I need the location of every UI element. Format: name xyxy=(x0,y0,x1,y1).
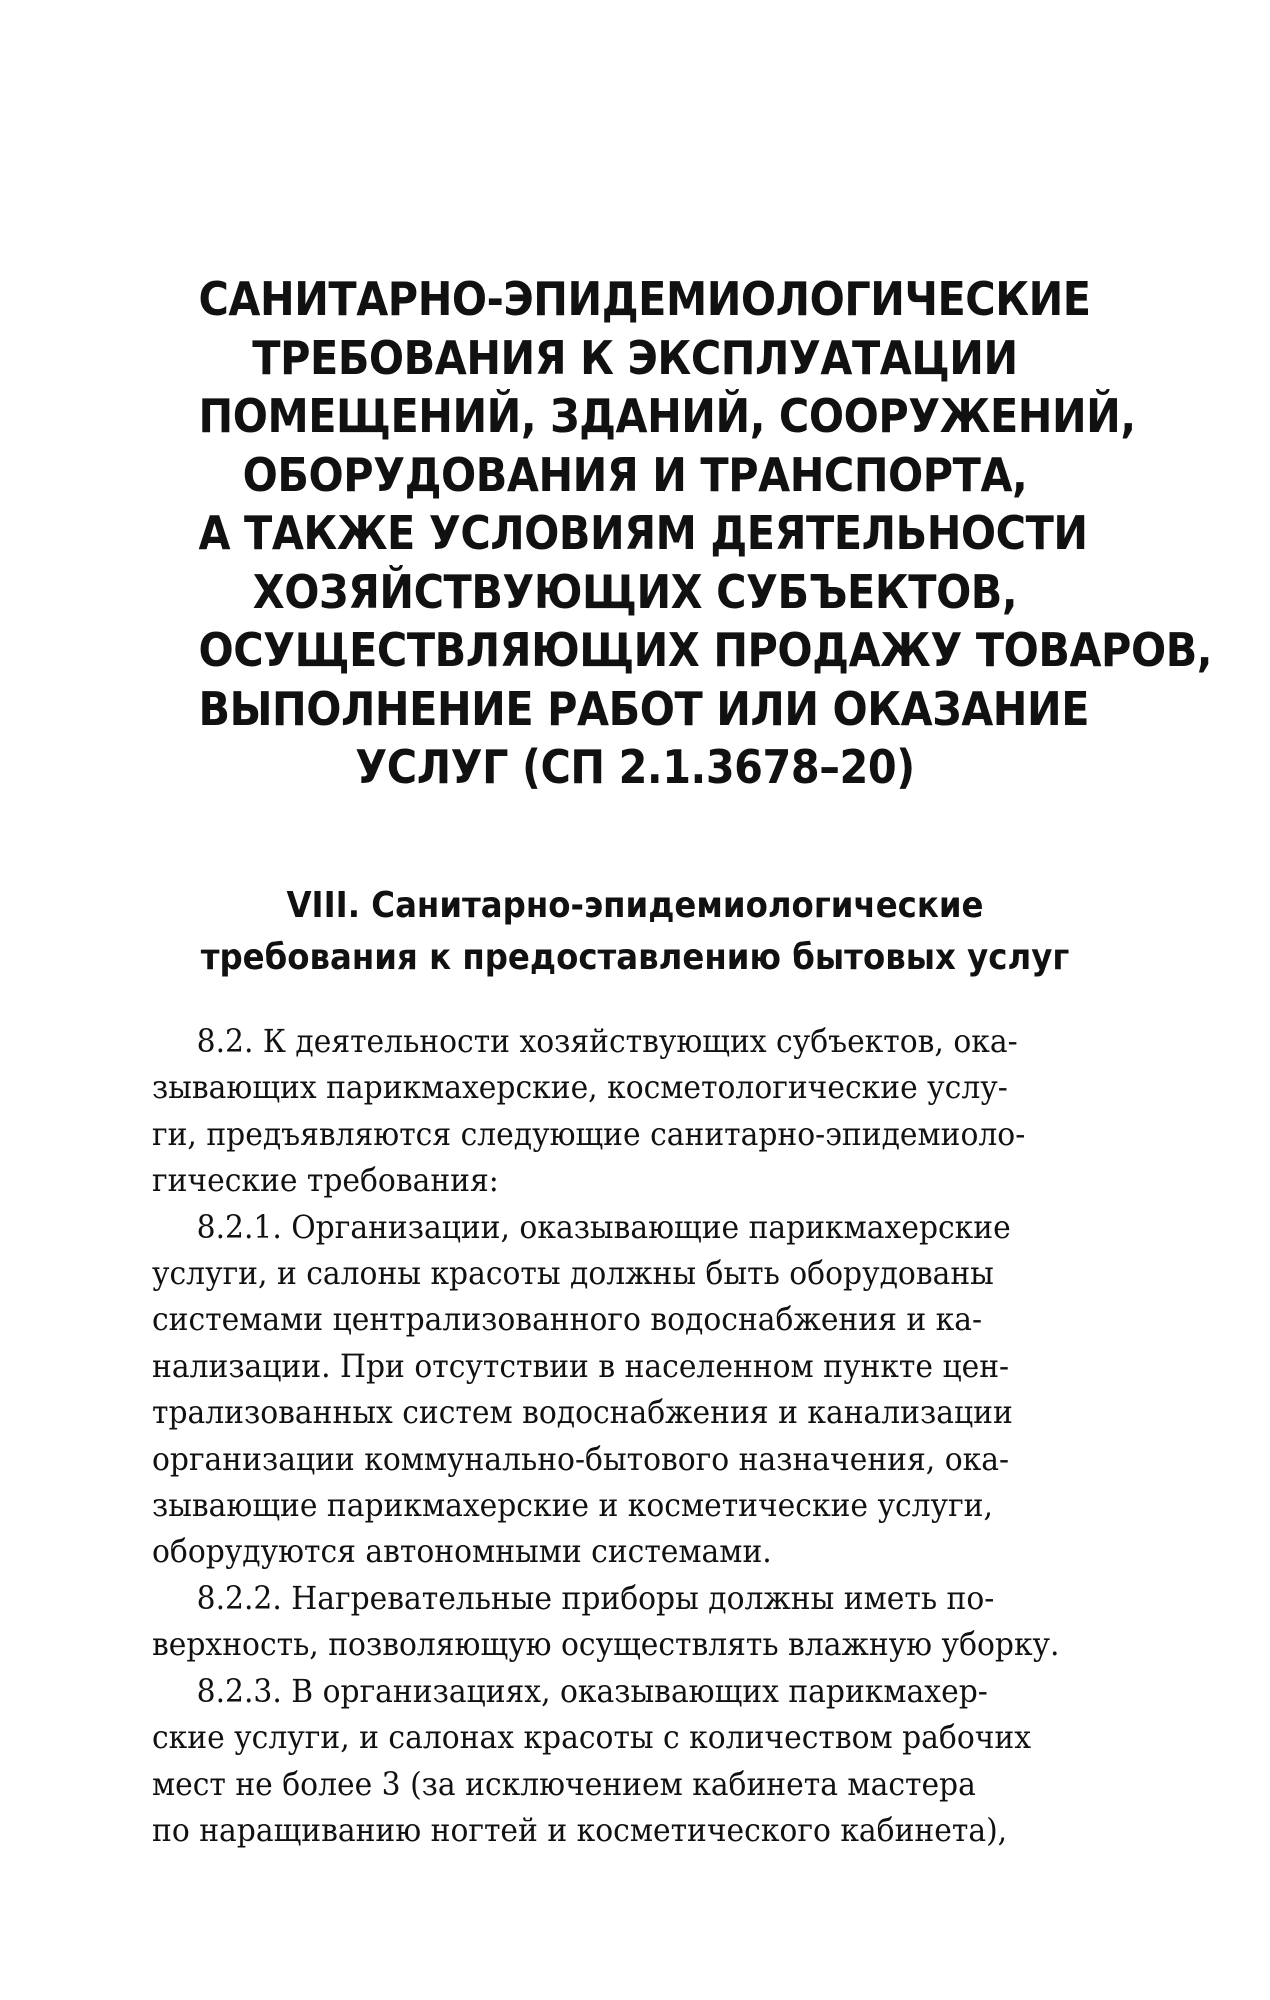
title-line: ОСУЩЕСТВЛЯЮЩИХ ПРОДАЖУ ТОВАРОВ, xyxy=(198,623,1213,677)
title-line: ПОМЕЩЕНИЙ, ЗДАНИЙ, СООРУЖЕНИЙ, xyxy=(198,389,1136,443)
body-line: 8.2.2. Нагревательные приборы должны иметь по- xyxy=(196,1578,995,1617)
body-line: 8.2.3. В организациях, оказывающих парикмахер- xyxy=(196,1671,988,1710)
paragraph-8-2 xyxy=(152,1018,1132,1204)
body-line: оборудуются автономными системами. xyxy=(152,1532,772,1571)
body-line: 8.2. К деятельности хозяйствующих субъектов, ока- xyxy=(196,1022,1018,1060)
section-heading xyxy=(150,880,1120,984)
body-line: нализации. При отсутствии в населенном пункте цен- xyxy=(152,1346,1010,1385)
title-line: ХОЗЯЙСТВУЮЩИХ СУБЪЕКТОВ, xyxy=(252,564,1018,619)
title-line: А ТАКЖЕ УСЛОВИЯМ ДЕЯТЕЛЬНОСТИ xyxy=(198,506,1088,560)
title-line: ТРЕБОВАНИЯ К ЭКСПЛУАТАЦИИ xyxy=(252,330,1018,385)
body-line: организации коммунально-бытового назначения, ока- xyxy=(152,1439,1010,1478)
body-line: трализованных систем водоснабжения и канализации xyxy=(152,1393,1013,1432)
section-heading-line: требования к предоставлению бытовых услуг xyxy=(200,937,1070,978)
body-line: верхность, позволяющую осуществлять влажную уборку. xyxy=(152,1625,1060,1664)
body-line: гические требования: xyxy=(152,1161,499,1200)
body-line: услуги, и салоны красоты должны быть оборудованы xyxy=(152,1254,994,1293)
body-line: ги, предъявляются следующие санитарно-эпидемиоло- xyxy=(152,1114,1026,1153)
section-heading-line: VIII. Санитарно-эпидемиологические xyxy=(286,885,984,926)
paragraph-8-2-3 xyxy=(152,1668,1132,1854)
body-line: системами централизованного водоснабжения и ка- xyxy=(152,1300,983,1339)
paragraph-8-2-1 xyxy=(152,1204,1132,1575)
title-line: ОБОРУДОВАНИЯ И ТРАНСПОРТА, xyxy=(242,447,1028,502)
body-line: зывающих парикмахерские, косметологические услу- xyxy=(152,1068,1008,1107)
body-line: мест не более 3 (за исключением кабинета мастера xyxy=(152,1764,976,1803)
body-line: зывающие парикмахерские и косметические услуги, xyxy=(152,1486,993,1525)
paragraph-8-2-2 xyxy=(152,1575,1132,1668)
document-title xyxy=(150,270,1213,797)
body-text xyxy=(152,1018,1132,1853)
body-line: ские услуги, и салонах красоты с количеством рабочих xyxy=(152,1718,1032,1757)
title-line: ВЫПОЛНЕНИЕ РАБОТ ИЛИ ОКАЗАНИЕ xyxy=(198,681,1090,736)
title-line: УСЛУГ (СП 2.1.3678–20) xyxy=(355,740,915,794)
title-line: САНИТАРНО-ЭПИДЕМИОЛОГИЧЕСКИЕ xyxy=(198,272,1091,326)
body-line: 8.2.1. Организации, оказывающие парикмахерские xyxy=(196,1207,1011,1246)
body-line: по наращиванию ногтей и косметического кабинета), xyxy=(152,1810,1008,1849)
